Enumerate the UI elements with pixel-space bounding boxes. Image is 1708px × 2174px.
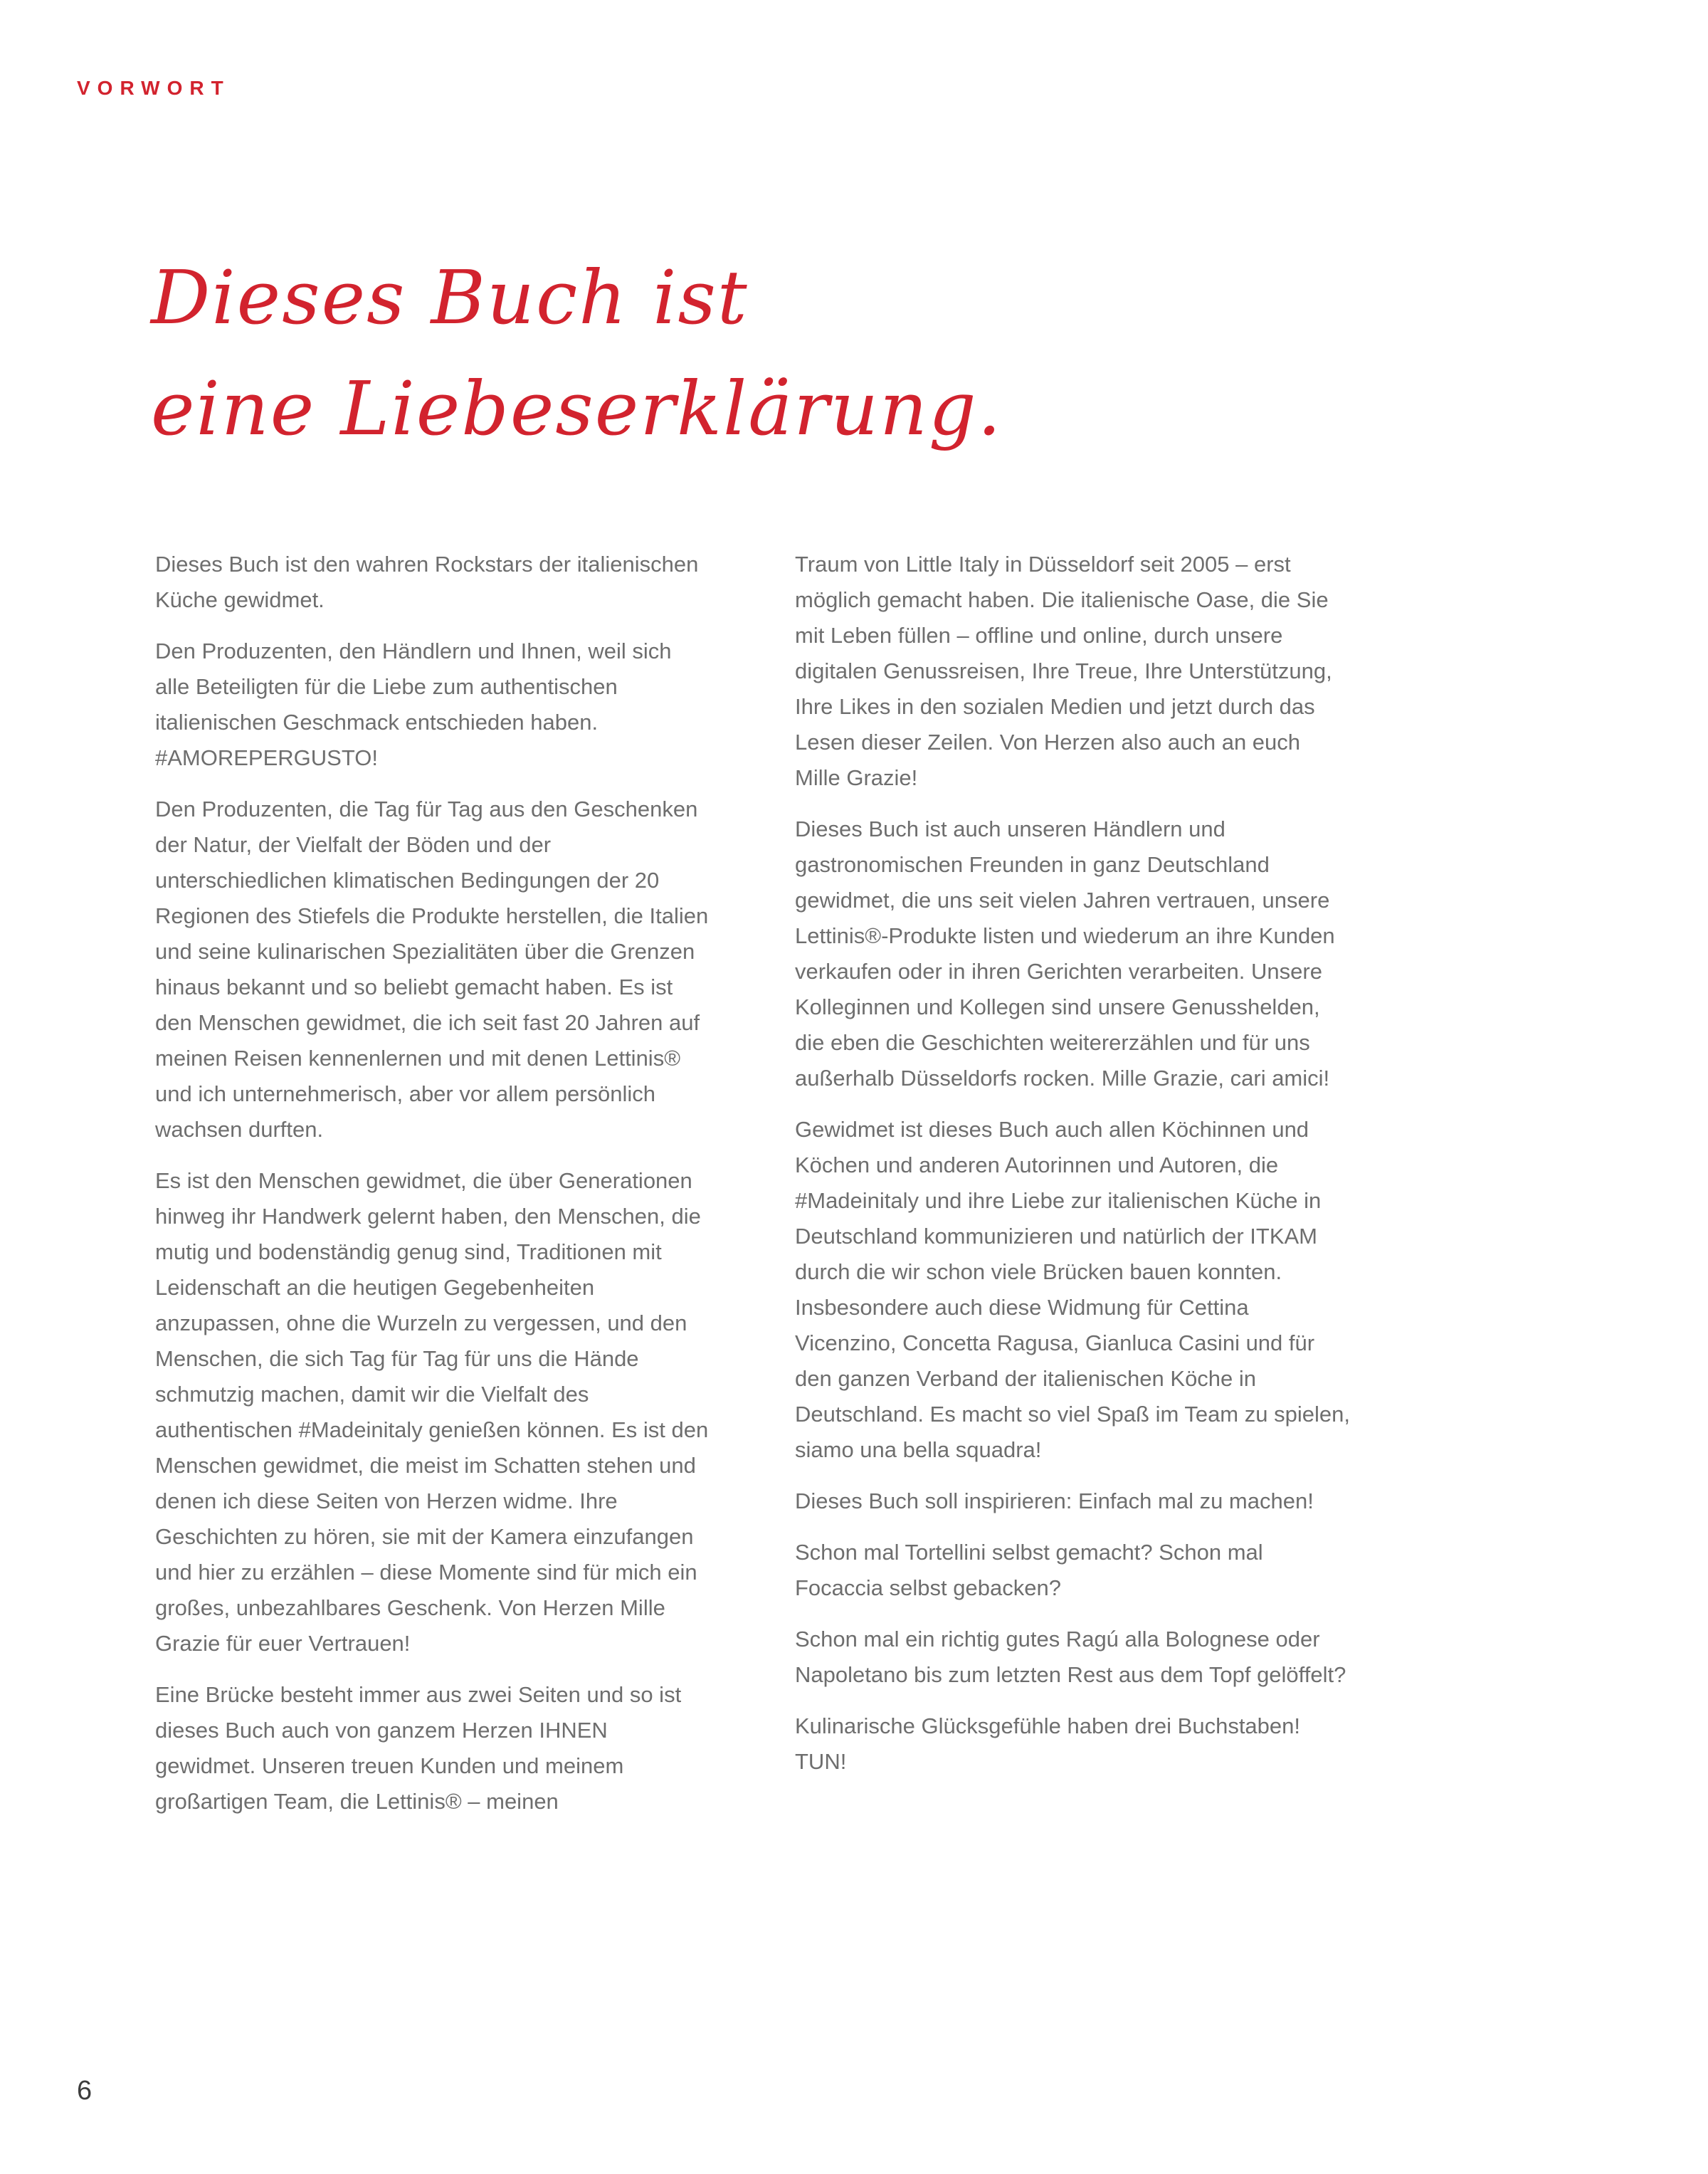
right-column	[795, 547, 1351, 1819]
page-title	[151, 242, 1003, 464]
page-title-line-1: Dieses Buch ist	[151, 254, 749, 341]
page-kicker: VORWORT	[77, 77, 231, 99]
paragraph: Schon mal ein richtig gutes Ragú alla Bolognese oder Napoletano bis zum letzten Rest aus dem Topf gelöffelt?	[795, 1627, 1346, 1687]
paragraph: Den Produzenten, die Tag für Tag aus den Geschenken der Natur, der Vielfalt der Böden und der unterschiedlichen klimatischen Bedingungen der 20 Regionen des Stiefels die Produkte herstellen, die Italien und seine kulinarischen Spezialitäten über die Grenzen hinaus bekannt und so beliebt gemacht haben. Es ist den Menschen gewidmet, die ich seit fast 20 Jahren auf meinen Reisen kennenlernen und mit denen Lettinis® und ich unternehmerisch, aber vor allem persönlich wachsen durften.	[155, 797, 709, 1142]
paragraph: Es ist den Menschen gewidmet, die über Generationen hinweg ihr Handwerk gelernt haben, den Menschen, die mutig und bodenständig genug sind, Traditionen mit Leidenschaft an die heutigen Gegebenheiten anzupassen, ohne die Wurzeln zu vergessen, und den Menschen, die sich Tag für Tag für uns die Hände schmutzig machen, damit wir die Vielfalt des authentischen #Madeinitaly genießen können. Es ist den Menschen gewidmet, die meist im Schatten stehen und denen ich diese Seiten von Herzen widme. Ihre Geschichten zu hören, sie mit der Kamera einzufangen und hier zu erzählen – diese Momente sind für mich ein großes, unbezahlbares Geschenk. Von Herzen Mille Grazie für euer Vertrauen!	[155, 1168, 709, 1656]
left-column	[155, 547, 711, 1819]
paragraph: Dieses Buch soll inspirieren: Einfach mal zu machen!	[795, 1488, 1314, 1513]
paragraph: Eine Brücke besteht immer aus zwei Seiten und so ist dieses Buch auch von ganzem Herzen IHNEN gewidmet. Unseren treuen Kunden und meinem großartigen Team, die Lettinis® – meinen	[155, 1682, 682, 1814]
page-number: 6	[77, 2076, 93, 2106]
paragraph: Traum von Little Italy in Düsseldorf seit 2005 – erst möglich gemacht haben. Die italienische Oase, die Sie mit Leben füllen – offline und online, durch unsere digitalen Genussreisen, Ihre Treue, Ihre Unterstützung, Ihre Likes in den sozialen Medien und jetzt durch das Lesen dieser Zeilen. Von Herzen also auch an euch Mille Grazie!	[795, 552, 1332, 790]
paragraph: Kulinarische Glücksgefühle haben drei Buchstaben! TUN!	[795, 1713, 1301, 1774]
paragraph: Gewidmet ist dieses Buch auch allen Köchinnen und Köchen und anderen Autorinnen und Autoren, die #Madeinitaly und ihre Liebe zur italienischen Küche in Deutschland kommunizieren und natürlich der ITKAM durch die wir schon viele Brücken bauen konnten. Insbesondere auch diese Widmung für Cettina Vicenzino, Concetta Ragusa, Gianluca Casini und für den ganzen Verband der italienischen Köche in Deutschland. Es macht so viel Spaß im Team zu spielen, siamo una bella squadra!	[795, 1117, 1350, 1462]
paragraph: Dieses Buch ist den wahren Rockstars der italienischen Küche gewidmet.	[155, 552, 699, 612]
page-title-line-2: eine Liebeserklärung.	[151, 365, 1003, 452]
body-columns	[155, 547, 1351, 1819]
paragraph: Den Produzenten, den Händlern und Ihnen, weil sich alle Beteiligten für die Liebe zum authentischen italienischen Geschmack entschieden haben. #AMOREPERGUSTO!	[155, 639, 672, 770]
paragraph: Dieses Buch ist auch unseren Händlern und gastronomischen Freunden in ganz Deutschland gewidmet, die uns seit vielen Jahren vertrauen, unsere Lettinis®-Produkte listen und wiederum an ihre Kunden verkaufen oder in ihren Gerichten verarbeiten. Unsere Kolleginnen und Kollegen sind unsere Genusshelden, die eben die Geschichten weitererzählen und für uns außerhalb Düsseldorfs rocken. Mille Grazie, cari amici!	[795, 816, 1335, 1091]
paragraph: Schon mal Tortellini selbst gemacht? Schon mal Focaccia selbst gebacken?	[795, 1540, 1263, 1600]
